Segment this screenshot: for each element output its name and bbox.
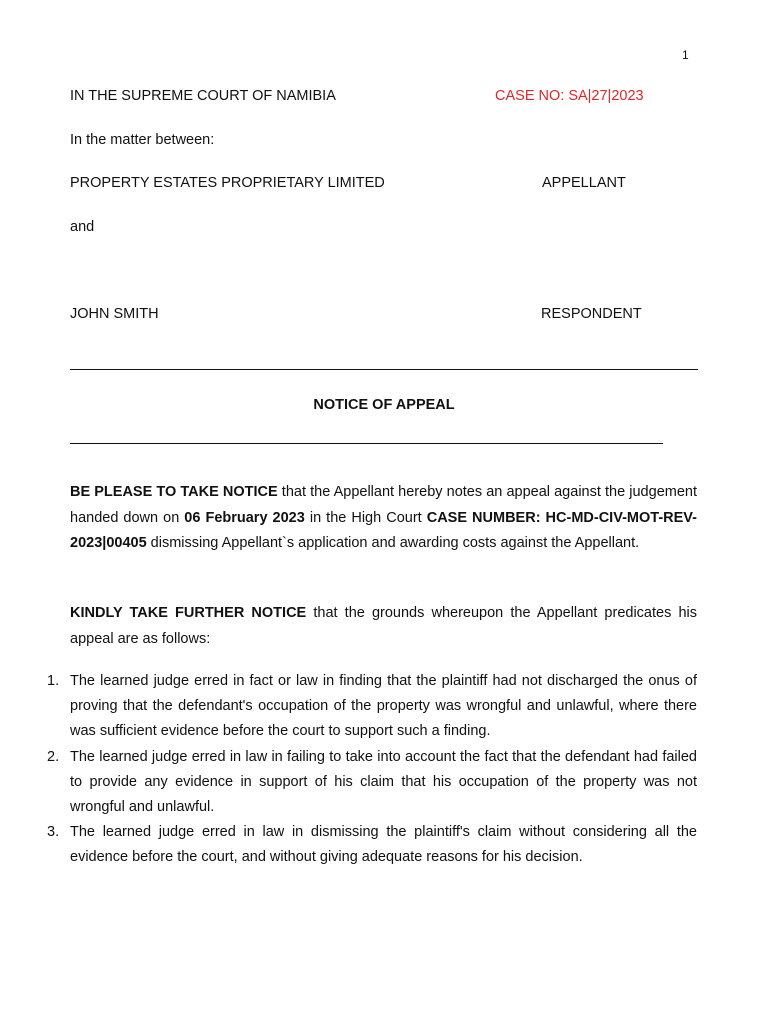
ground-text: The learned judge erred in law in dismissing the plaintiff's claim without considering all the evidence before the court, and without giving adequate reasons for his decision. (70, 824, 697, 866)
ground-number: 3. (47, 824, 60, 841)
notice-text-2: in the High Court (304, 509, 427, 526)
party-conjunction: and (70, 219, 95, 235)
case-number: CASE NO: SA|27|2023 (495, 88, 644, 104)
header-divider (70, 369, 698, 370)
appellant-role: APPELLANT (542, 175, 626, 191)
list-item (47, 669, 697, 745)
list-item (47, 820, 697, 870)
matter-intro: In the matter between: (70, 132, 215, 148)
notice-text-3: dismissing Appellant`s application and awarding costs against the Appellant. (146, 535, 640, 551)
respondent-role: RESPONDENT (541, 306, 642, 322)
grounds-list (47, 669, 697, 871)
ground-text: The learned judge erred in law in failing to take into account the fact that the defendant had failed to provide any evidence in support of his claim that his occupation of the property was not wrongful and unlawful. (70, 748, 697, 816)
further-notice-text: that the grounds whereupon the Appellant predicates his appeal are as follows: (70, 605, 697, 647)
court-heading: IN THE SUPREME COURT OF NAMIBIA (70, 88, 336, 104)
respondent-name: JOHN SMITH (70, 306, 159, 322)
further-notice-paragraph (70, 601, 697, 652)
page-number: 1 (682, 48, 689, 62)
high-court-case-number: CASE NUMBER: HC-MD-CIV-MOT-REV-2023|00405 (70, 509, 697, 551)
notice-paragraph (70, 480, 697, 557)
list-item (47, 745, 697, 821)
ground-number: 2. (47, 748, 60, 765)
appellant-name: PROPERTY ESTATES PROPRIETARY LIMITED (70, 175, 385, 191)
ground-number: 1. (47, 673, 60, 689)
notice-text-1: that the Appellant hereby notes an appeal against the judgement handed down on (70, 484, 697, 526)
further-notice-lead: KINDLY TAKE FURTHER NOTICE (70, 605, 307, 621)
ground-text: The learned judge erred in fact or law in finding that the plaintiff had not discharged the onus of proving that the defendant's occupation of the property was wrongful and unlawful, where there was sufficient evidence before the court to support such a finding. (70, 673, 697, 740)
judgement-date: 06 February 2023 (184, 509, 305, 526)
notice-lead: BE PLEASE TO TAKE NOTICE (70, 484, 278, 500)
title-underline (70, 443, 663, 444)
document-title: NOTICE OF APPEAL (313, 397, 455, 413)
